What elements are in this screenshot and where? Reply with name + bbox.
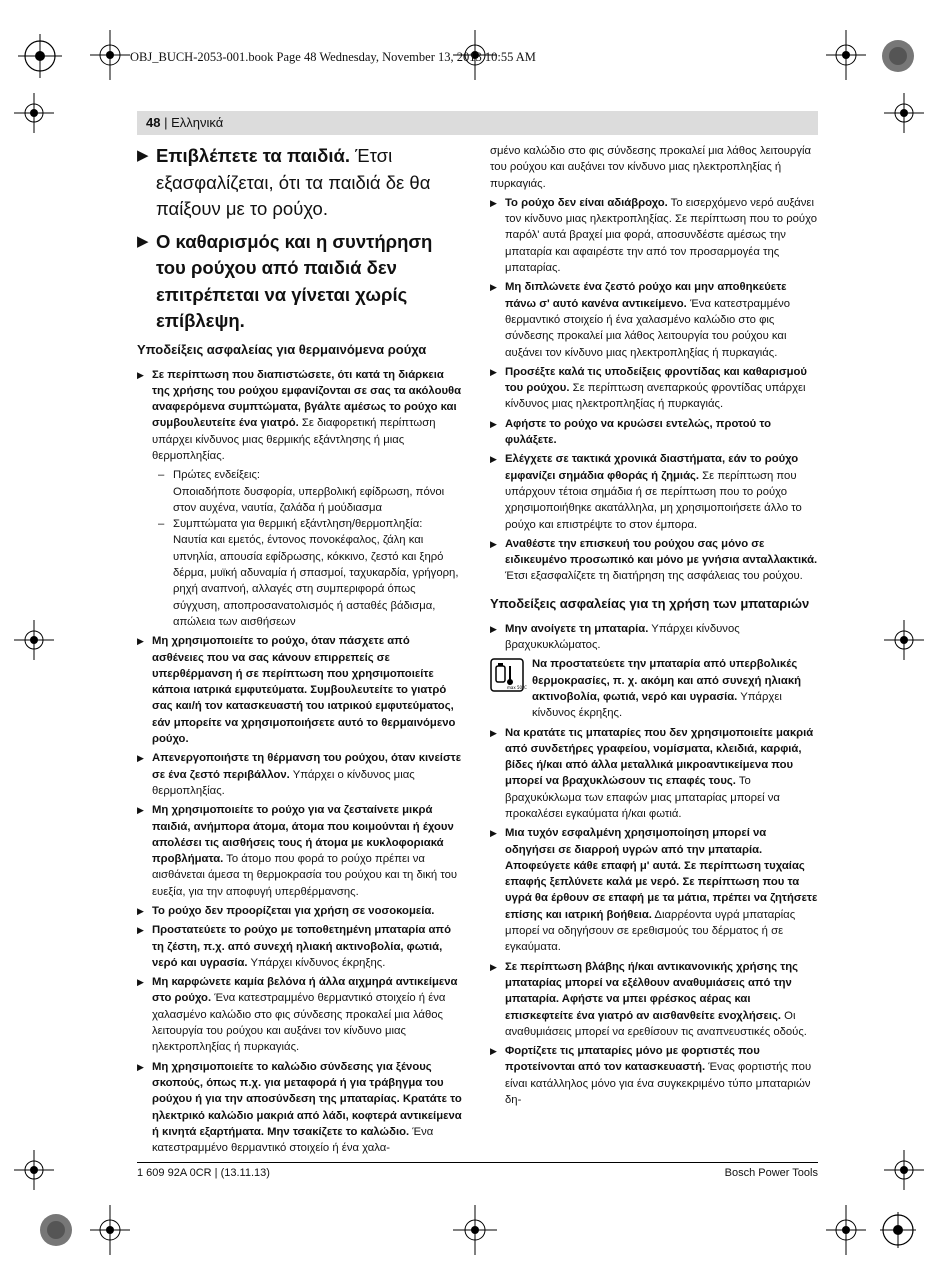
warning-item: ▶ Μη χρησιμοποιείτε το ρούχο για να ζεσταίνετε μικρά παιδιά, ανήμπορα άτομα, άτομα που κοιμούνται ή έχουν απολέσει τις αισθήσεις τους ή άτομα με κυκλοφοριακά προβλήματα. Το άτομο που φορά το ρούχο πρέπει να αισθάνεται άμεσα τη θερμοκρασία του ρούχου και τη δική του ευεξία, για την αποφυγή υπερθέρμανσης. — [137, 804, 458, 898]
footer-doc-number: 1 609 92A 0CR | (13.11.13) — [137, 1167, 270, 1179]
warning-item: ▶ Σε περίπτωση βλάβης ή/και αντικανονικής χρήσης της μπαταρίας μπορεί να εξέλθουν αναθυμιάσεις από την μπαταρία. Αφήστε να μπει φρέσκος αέρας και επισκεφτείτε ένα γιατρό αν αισθανθείτε ενοχλήσεις. Οι αναθυμιάσεις μπορεί να ερεθίσουν τις αναπνευστικές οδούς. — [490, 960, 807, 1038]
bullet-triangle-icon: ▶ — [490, 623, 497, 634]
bullet-triangle-icon: ▶ — [490, 1046, 497, 1057]
warning-item: ▶ Προσέξτε καλά τις υποδείξεις φροντίδας και καθαρισμού του ρούχου. Σε περίπτωση ανεπαρκούς φροντίδας υπάρχει κίνδυνος μιας ηλεκτροπληξίας ή πυρκαγιάς. — [490, 365, 807, 411]
max-temperature-icon — [490, 658, 527, 692]
color-target-icon — [38, 1212, 74, 1248]
warning-item: ▶ Επιβλέπετε τα παιδιά. Έτσι εξασφαλίζεται, ότι τα παιδιά δε θα παίξουν με το ρούχο. — [137, 145, 431, 219]
registration-mark-icon — [14, 93, 54, 133]
bullet-triangle-icon: ▶ — [490, 197, 497, 208]
bullet-triangle-icon: ▶ — [137, 232, 149, 250]
bullet-triangle-icon: ▶ — [490, 366, 497, 377]
symptom-item: – Πρώτες ενδείξεις: Οποιαδήποτε δυσφορία, υπερβολική εφίδρωση, πόνοι στον αυχένα, ναυτία, ζαλάδα ή μούδιασμα — [158, 469, 445, 514]
bullet-triangle-icon: ▶ — [137, 906, 144, 916]
bullet-triangle-icon: ▶ — [137, 977, 144, 988]
bullet-triangle-icon: ▶ — [490, 538, 497, 549]
registration-mark-icon — [14, 620, 54, 660]
registration-mark-icon — [90, 30, 130, 80]
registration-mark-icon — [880, 1212, 916, 1248]
page-header — [137, 111, 818, 135]
page-number: 48 — [146, 115, 161, 130]
symptom-item: – Συμπτώματα για θερμική εξάντληση/θερμοπληξία: Ναυτία και εμετός, έντονος πονοκέφαλος, ζάλη και υπνηλία, απουσία εφίδρωσης, κόκκινο, ζεστό και ξηρό δέρμα, μυϊκή αδυναμία ή σπασμοί, ταχυκαρδία, γρήγορη, ρηχή αναπνοή, αλλαγές στη συμπεριφορά όπως σύγχυση, αποπροσανατολισμός ή ασταθές βάδισμα, απώλεια των αισθήσεων — [158, 518, 459, 628]
header-language: Ελληνικά — [171, 115, 224, 130]
bullet-triangle-icon: ▶ — [490, 418, 497, 429]
registration-mark-icon — [884, 93, 924, 133]
bullet-triangle-icon: ▶ — [137, 925, 144, 936]
left-column — [137, 143, 464, 1159]
warning-item: ▶ Το ρούχο δεν προορίζεται για χρήση σε νοσοκομεία. — [137, 903, 464, 919]
bullet-triangle-icon: ▶ — [490, 828, 497, 839]
registration-mark-icon — [884, 620, 924, 660]
warning-item: ▶ Σε περίπτωση που διαπιστώσετε, ότι κατά τη διάρκεια της χρήσης του ρούχου εμφανίζονται σε σας τα ακόλουθα αναφερόμενα συμπτώματα, βγάλτε αμέσως το ρούχο και συμβουλευτείτε ένα γιατρό. Σε διαφορετική περίπτωση υπάρχει κίνδυνος μιας θερμικής εξάντλησης ή μιας θερμοπληξίας. — [137, 368, 462, 462]
footer-brand: Bosch Power Tools — [724, 1167, 818, 1179]
bullet-triangle-icon: ▶ — [137, 753, 144, 764]
warning-item: ▶ Προστατεύετε το ρούχο με τοποθετημένη μπαταρία από τη ζέστη, π.χ. από συνεχή ηλιακή ακτινοβολία, φωτιά, νερό και υγρασία. Υπάρχει κίνδυνος έκρηξης. — [137, 924, 451, 969]
bullet-triangle-icon: ▶ — [137, 636, 144, 647]
bullet-triangle-icon: ▶ — [137, 805, 144, 816]
footer-rule — [137, 1162, 818, 1163]
bullet-triangle-icon: ▶ — [137, 369, 144, 380]
bullet-triangle-icon: ▶ — [490, 961, 497, 972]
header-separator: | — [160, 115, 172, 130]
warning-item: ▶ Μην ανοίγετε τη μπαταρία. Υπάρχει κίνδυνος βραχυκυκλώματος. — [490, 622, 740, 652]
print-slug-line: OBJ_BUCH-2053-001.book Page 48 Wednesday, November 13, 2013 10:55 AM — [130, 50, 536, 64]
warning-item: ▶ Αναθέστε την επισκευή του ρούχου σας μόνο σε ειδικευμένο προσωπικό και μόνο με γνήσια ανταλλακτικά. Έτσι εξασφαλίζετε τη διατήρηση της ασφάλειας του ρούχου. — [490, 537, 818, 583]
warning-item: ▶ Φορτίζετε τις μπαταρίες μόνο με φορτιστές που προτείνονται από τον κατασκευαστή. Ένας φορτιστής που είναι κατάλληλος μόνο για ένα συγκεκριμένο τύπο μπαταριών δη- — [490, 1045, 812, 1107]
registration-mark-icon — [14, 1150, 54, 1190]
continued-text: σμένο καλώδιο στο φις σύνδεσης προκαλεί μια λάθος λειτουργία του ρούχου και αυξάνει τον κίνδυνο μιας ηλεκτροπληξίας ή πυρκαγιάς. — [490, 145, 812, 190]
warning-item: ▶ Το ρούχο δεν είναι αδιάβροχο. Το εισερχόμενο νερό αυξάνει τον κίνδυνο μιας ηλεκτροπληξίας. Σε περίπτωση που το ρούχο παρόλ' αυτά βραχεί μια φορά, αποσυνδέστε αμέσως την μπαταρία και αφαιρέστε την από τον προσαρμογέα της μπαταρίας. — [490, 196, 818, 275]
temperature-warning-item: max 50°C Να προστατεύετε την μπαταρία από υπερβολικές θερμοκρασίες, π. χ. ακόμη και από συνεχή ηλιακή ακτινοβολία, φωτιά, νερό και υγρασία. Υπάρχει κίνδυνος έκρηξης. — [490, 656, 818, 721]
max-temperature-label: max 50°C — [507, 685, 527, 691]
bullet-triangle-icon: ▶ — [490, 727, 497, 738]
color-target-icon — [880, 38, 916, 74]
registration-mark-icon — [90, 1205, 130, 1255]
warning-item: ▶ Μη καρφώνετε καμία βελόνα ή άλλα αιχμηρά αντικείμενα στο ρούχο. Ένα κατεστραμμένο θερμαντικό στοιχείο ή ένα χαλασμένο καλώδιο στο φις σύνδεσης προκαλεί μια λάθος λειτουργία του ρούχου και αυξάνει τον κίνδυνο μιας ηλεκτροπληξίας ή πυρκαγιάς. — [137, 976, 458, 1054]
warning-item: ▶ Μη χρησιμοποιείτε το ρούχο, όταν πάσχετε από ασθένειες που να σας κάνουν επιρρεπείς σε υπερθέρμανση ή σε περίπτωση που χρησιμοποιείτε κάποια ιατρικά εμφυτεύματα. Συμβουλευτείτε το γιατρό σας και/ή τον κατασκευαστή του ιατρικού εμφυτεύματος, εάν μπορείτε να χρησιμοποιήσετε αυτό το θερμαινόμενο ρούχο. — [137, 635, 456, 746]
warning-item: ▶ Ελέγχετε σε τακτικά χρονικά διαστήματα, εάν το ρούχο εμφανίζει σημάδια φθοράς ή ζημιάς. Σε περίπτωση που υπάρχουν τέτοια σημάδια ή σε περίπτωση που το ρούχο χρησιμοποιήθηκε ακατάλληλα, μη χρησιμοποιήσετε άλλο το ρούχο και επιστρέψτε το στον έμπορα. — [490, 453, 802, 531]
warning-item: ▶ Αφήστε το ρούχο να κρυώσει εντελώς, προτού το φυλάξετε. — [490, 417, 771, 447]
warning-item: ▶ Να κρατάτε τις μπαταρίες που δεν χρησιμοποιείτε μακριά από συνδετήρες γραφείου, νομίσματα, κλειδιά, καρφιά, βίδες ή/και από άλλα μεταλλικά μικροαντικείμενα που μπορεί να βραχυκλώσουν τις επαφές τους. Το βραχυκύκλωμα των επαφών μιας μπαταρίας μπορεί να προκαλέσει εγκαύματα ή/και φωτιά. — [490, 726, 814, 820]
registration-mark-icon — [453, 1205, 497, 1255]
warning-item: ▶ Απενεργοποιήστε τη θέρμανση του ρούχου, όταν κινείστε σε ένα ζεστό περιβάλλον. Υπάρχει ο κίνδυνος μιας θερμοπληξίας. — [137, 752, 462, 797]
bullet-triangle-icon: ▶ — [137, 147, 149, 164]
warning-item: ▶ Μη διπλώνετε ένα ζεστό ρούχο και μην αποθηκεύετε πάνω σ' αυτό κανένα αντικείμενο. Ένα κατεστραμμένο θερμαντικό στοιχείο ή ένα χαλασμένο καλώδιο στο φις σύνδεσης προκαλεί μια λάθος λειτουργία του ρούχου και αυξάνει τον κίνδυνο μιας ηλεκτροπληξίας ή πυρκαγιάς. — [490, 281, 791, 359]
registration-mark-icon — [826, 30, 866, 80]
bullet-triangle-icon: ▶ — [137, 1061, 144, 1072]
bullet-triangle-icon: ▶ — [490, 282, 497, 293]
section-heading: Υποδείξεις ασφαλείας για θερμαινόμενα ρούχα — [137, 341, 427, 357]
bullet-triangle-icon: ▶ — [490, 454, 497, 465]
registration-mark-icon — [884, 1150, 924, 1190]
warning-item: ▶ Μια τυχόν εσφαλμένη χρησιμοποίηση μπορεί να οδηγήσει σε διαρροή υγρών από την μπαταρία. Αποφεύγετε κάθε επαφή μ' αυτά. Σε περίπτωση τυχαίας επαφής ξεπλύνετε καλά με νερό. Σε περίπτωση που τα υγρά θα έρθουν σε επαφή με τα μάτια, πρέπει να ζητήσετε επίσης και ιατρική βοήθεια. Διαρρέοντα υγρά μπαταρίας μπορεί να οδηγήσουν σε ερεθισμούς του δέρματος ή σε εγκαύματα. — [490, 827, 818, 954]
registration-mark-icon — [18, 34, 62, 78]
section-heading: Υποδείξεις ασφαλείας για τη χρήση των μπαταριών — [490, 595, 810, 611]
right-column — [490, 143, 818, 1111]
warning-item: ▶ Μη χρησιμοποιείτε το καλώδιο σύνδεσης για ξένους σκοπούς, όπως π.χ. για μεταφορά ή για τράβηγμα του ρούχου ή για την αποσύνδεση της μπαταρίας. Κρατάτε το ηλεκτρικό καλώδιο μακριά από λάδι, κοφτερά αντικείμενα ή κινητά εξαρτήματα. Μην τσακίζετε το καλώδιο. Ένα κατεστραμμένο θερμαντικό στοιχείο ή ένα χαλα- — [137, 1060, 462, 1155]
registration-mark-icon — [826, 1205, 866, 1255]
warning-item: ▶ Ο καθαρισμός και η συντήρηση του ρούχου από παιδιά δεν επιτρέπεται να γίνεται χωρίς επίβλεψη. — [137, 230, 433, 331]
